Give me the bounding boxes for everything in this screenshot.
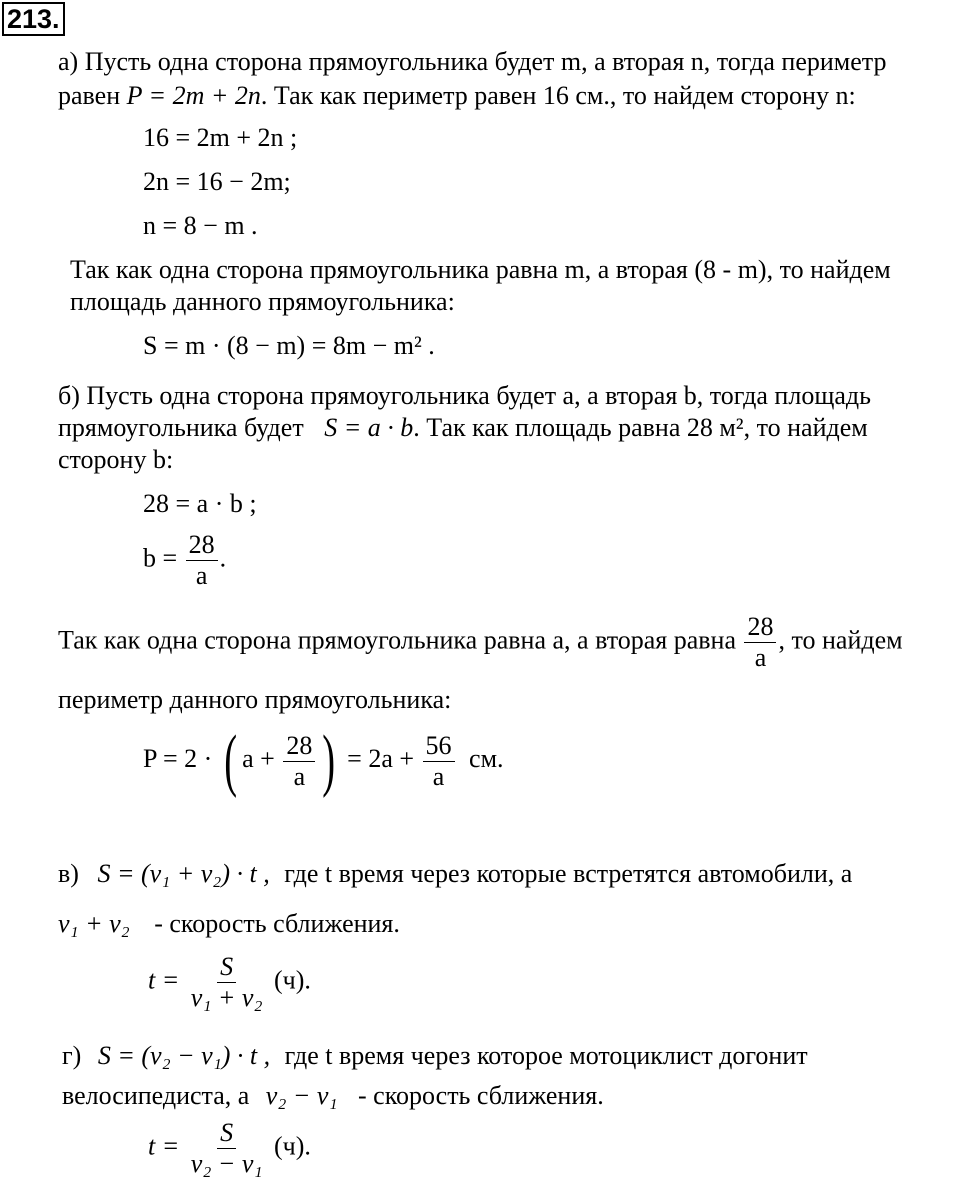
fraction-denominator: v₁ + v₂: [190, 982, 263, 1012]
part-v-eq-left: t =: [148, 965, 180, 995]
part-b-text2-fraction: [744, 612, 776, 673]
fraction-numerator: 56: [423, 731, 455, 762]
right-paren: ): [322, 722, 336, 799]
part-g-eq-left: t =: [148, 1131, 180, 1161]
part-b-line2: [58, 414, 868, 443]
part-g-label: г): [62, 1041, 82, 1070]
fraction-denominator: a: [432, 761, 445, 791]
fraction-denominator: a: [195, 560, 208, 590]
part-v-line2-suffix: - скорость сближения.: [154, 909, 400, 938]
part-b-eq3-inner-fraction: [283, 731, 315, 792]
part-b-eq3-unit: см.: [469, 743, 504, 773]
fraction-denominator: a: [754, 642, 767, 672]
part-g-line2-prefix: велосипедиста, а: [62, 1081, 250, 1110]
part-g-eq-unit: (ч).: [273, 1131, 311, 1161]
fraction-numerator: S: [217, 952, 236, 983]
part-b-text2-suffix: , то найдем: [778, 625, 903, 655]
part-v-eq-fraction: [188, 952, 266, 1013]
part-a-perimeter-formula: P = 2m + 2n: [126, 81, 261, 110]
part-b-eq2-fraction: [186, 530, 218, 591]
part-b-text2-prefix: Так как одна сторона прямоугольника равна a, а вторая равна: [58, 625, 736, 655]
part-v-eq-unit: (ч).: [273, 965, 311, 995]
fraction-numerator: 28: [744, 612, 776, 643]
part-g-line2: [62, 1082, 604, 1111]
part-g-line1: [62, 1042, 808, 1071]
left-paren: (: [224, 722, 237, 799]
fraction-denominator: a: [293, 761, 306, 791]
part-b-text2-line1: [58, 612, 903, 673]
fraction-numerator: 28: [283, 731, 315, 762]
part-a-line2-suffix: . Так как периметр равен 16 см., то найдем сторону n:: [260, 81, 856, 110]
part-g-distance-formula: S = (v₂ − v₁) · t ,: [97, 1041, 271, 1070]
part-b-eq3-left: P = 2 ·: [143, 743, 213, 773]
part-b-eq3-fraction2: [423, 731, 455, 792]
part-b-eq3-mid: = 2a +: [347, 743, 415, 773]
part-a-line2-prefix: равен: [58, 81, 121, 110]
part-b-eq2-end: .: [219, 543, 227, 573]
part-b-eq2-left: b =: [143, 543, 178, 573]
part-b-perimeter-formula: [143, 722, 504, 799]
part-g-line1-suffix: где t время через которое мотоциклист догонит: [284, 1041, 808, 1070]
fraction-numerator: S: [217, 1118, 236, 1149]
part-v-line2: [58, 910, 400, 939]
part-a-line2: [58, 82, 856, 111]
part-a-text2-line2: площадь данного прямоугольника:: [70, 287, 455, 316]
part-a-area-formula: S = m · (8 − m) = 8m − m² .: [143, 331, 435, 360]
part-b-eq1: 28 = a · b ;: [143, 489, 257, 518]
part-v-label: в): [58, 859, 79, 888]
part-b-line3: сторону b:: [58, 445, 174, 474]
part-a-line1: а) Пусть одна сторона прямоугольника будет m, а вторая n, тогда периметр: [58, 47, 887, 76]
problem-number: 213.: [2, 2, 65, 36]
part-a-eq3: n = 8 − m .: [143, 211, 258, 240]
part-g-speed-diff: v₂ − v₁: [265, 1081, 338, 1110]
part-b-line1: б) Пусть одна сторона прямоугольника будет a, а вторая b, тогда площадь: [58, 381, 871, 410]
part-a-eq1: 16 = 2m + 2n ;: [143, 123, 298, 152]
part-b-line2-suffix: . Так как площадь равна 28 м², то найдем: [413, 413, 868, 442]
part-v-distance-formula: S = (v₁ + v₂) · t ,: [97, 859, 270, 888]
part-v-line1-suffix: где t время через которые встретятся автомобили, а: [284, 859, 853, 888]
part-v-speed-sum: v₁ + v₂: [58, 909, 130, 938]
part-b-eq3-inner-a: a +: [242, 743, 275, 773]
part-b-eq2: [143, 530, 226, 591]
part-v-time-formula: [148, 952, 311, 1013]
part-b-line2-prefix: прямоугольника будет: [58, 413, 304, 442]
part-g-time-formula: [148, 1118, 311, 1179]
part-b-text2-line2: периметр данного прямоугольника:: [58, 685, 452, 714]
part-v-line1: [58, 860, 852, 889]
fraction-numerator: 28: [186, 530, 218, 561]
part-a-text2-line1: Так как одна сторона прямоугольника равна m, а вторая (8 - m), то найдем: [70, 255, 891, 284]
part-g-eq-fraction: [188, 1118, 266, 1179]
fraction-denominator: v₂ − v₁: [190, 1148, 263, 1178]
part-a-eq2: 2n = 16 − 2m;: [143, 167, 291, 196]
part-b-area-formula: S = a · b: [324, 413, 414, 442]
part-g-line2-suffix: - скорость сближения.: [358, 1081, 604, 1110]
